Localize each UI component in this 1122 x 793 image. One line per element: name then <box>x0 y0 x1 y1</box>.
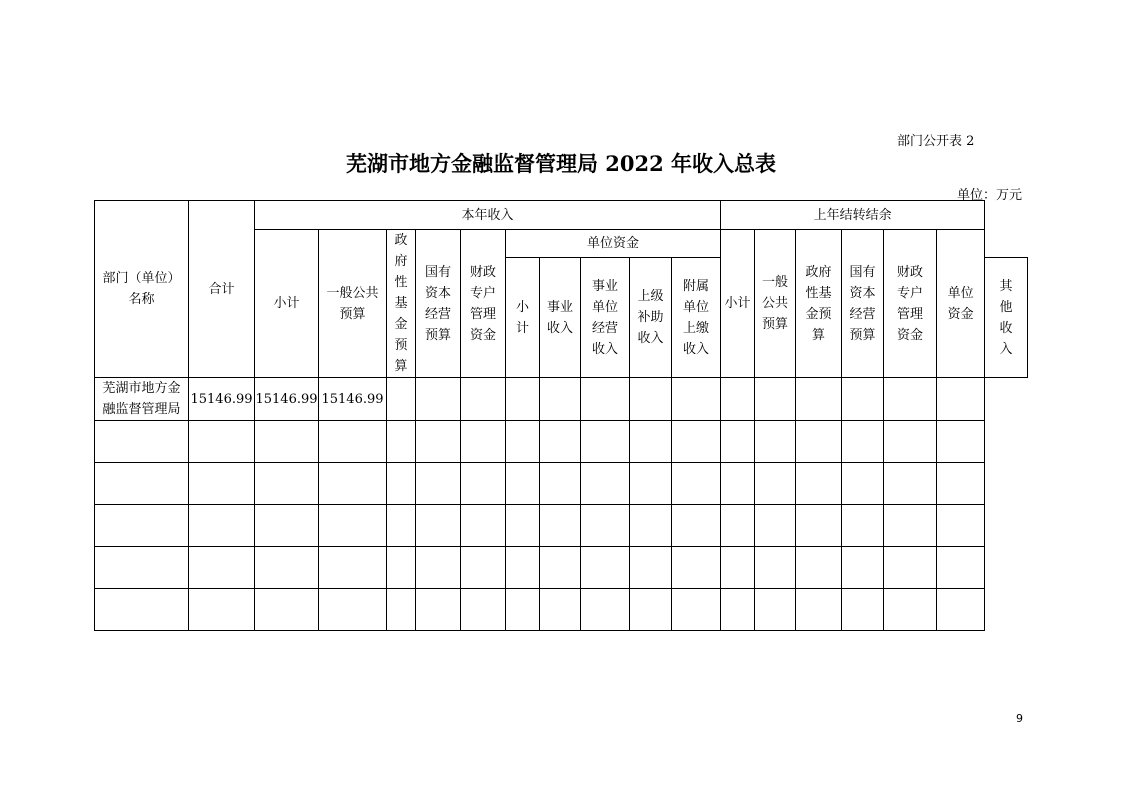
table-row <box>95 421 1028 463</box>
header-dept-name: 部门（单位） 名称 <box>95 201 189 378</box>
table-row <box>95 463 1028 505</box>
header-ly-subtotal: 小计 <box>721 230 755 378</box>
header-ly-gov-fund-budget: 政府 性基 金预 算 <box>796 230 842 378</box>
header-ly-general-budget: 一般 公共 预算 <box>755 230 796 378</box>
cell-subtotal: 15146.99 <box>255 378 319 421</box>
table-row <box>95 589 1028 631</box>
table-row <box>95 505 1028 547</box>
header-total: 合计 <box>189 201 255 378</box>
cell-general-budget: 15146.99 <box>319 378 387 421</box>
header-unit-funds: 单位资金 <box>506 230 721 258</box>
header-ly-state-capital-budget: 国有 资本 经营 预算 <box>842 230 884 378</box>
header-this-year-income: 本年收入 <box>255 201 721 230</box>
header-subtotal: 小计 <box>255 230 319 378</box>
header-affiliated-unit-income: 附属 单位 上缴 收入 <box>672 258 721 378</box>
header-state-capital-budget: 国有 资本 经营 预算 <box>416 230 461 378</box>
cell-dept-name: 芜湖市地方金 融监督管理局 <box>95 378 189 421</box>
header-other-income: 其 他 收 入 <box>985 258 1028 378</box>
header-fiscal-special-account: 财政 专户 管理 资金 <box>461 230 506 378</box>
header-last-year-carryover: 上年结转结余 <box>721 201 985 230</box>
header-business-unit-operating-income: 事业 单位 经营 收入 <box>581 258 630 378</box>
header-higher-level-subsidy: 上级 补助 收入 <box>630 258 672 378</box>
page-title: 芜湖市地方金融监督管理局 2022 年收入总表 <box>345 151 777 176</box>
form-tag: 部门公开表 2 <box>897 134 975 149</box>
income-table <box>94 200 1028 631</box>
header-unit-funds-subtotal: 小 计 <box>506 258 540 378</box>
table-row <box>95 378 1028 421</box>
header-ly-fiscal-special-account: 财政 专户 管理 资金 <box>884 230 937 378</box>
table-row <box>95 547 1028 589</box>
header-general-budget: 一般公共 预算 <box>319 230 387 378</box>
unit-label: 单位：万元 <box>957 188 1023 203</box>
cell-total: 15146.99 <box>189 378 255 421</box>
header-ly-unit-funds: 单位 资金 <box>937 230 985 378</box>
header-gov-fund-budget: 政 府 性 基 金 预 算 <box>387 230 416 378</box>
page-number: 9 <box>1016 712 1023 725</box>
header-business-income: 事业 收入 <box>540 258 581 378</box>
